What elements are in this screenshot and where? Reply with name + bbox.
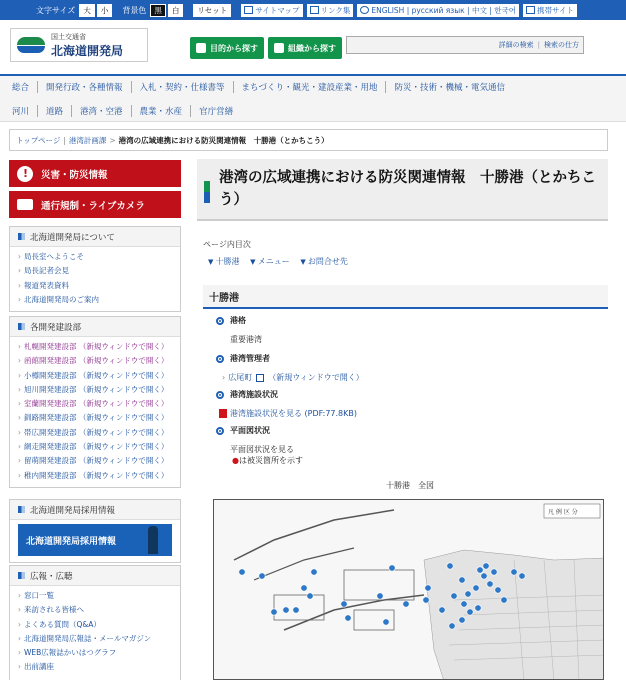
- branch-item[interactable]: › 旭川開発建設部 （新規ウィンドウで開く）: [18, 383, 172, 397]
- recruit-heading: 北海道開発局採用情報: [10, 500, 180, 520]
- bg-white-button[interactable]: 白: [168, 4, 184, 17]
- red-dot-icon: ●: [232, 456, 239, 465]
- facility-heading: 港湾施設状況: [216, 389, 278, 400]
- breadcrumb-parent[interactable]: 港湾計画課: [68, 135, 107, 145]
- logo-bureau: 北海道開発局: [51, 43, 124, 58]
- page-title-box: [197, 159, 608, 221]
- about-item[interactable]: › 報道発表資料: [18, 279, 172, 293]
- nav-town[interactable]: まちづくり・観光・建設産業・用地: [234, 81, 387, 93]
- toc-menu[interactable]: ▼ メニュー: [250, 257, 290, 266]
- search-howto-link[interactable]: 検索の仕方: [544, 41, 579, 49]
- heading-square-icon: [18, 323, 25, 330]
- page-toc: [208, 256, 356, 267]
- heading-square-icon: [18, 233, 25, 240]
- camera-icon: [17, 199, 33, 210]
- port-map-svg: [214, 500, 604, 680]
- toc-label: ページ内目次: [203, 240, 251, 249]
- branch-item[interactable]: › 函館開発建設部 （新規ウィンドウで開く）: [18, 354, 172, 368]
- branches-heading: 各開発建設部: [10, 317, 180, 337]
- branch-item[interactable]: › 札幌開発建設部 （新規ウィンドウで開く）: [18, 340, 172, 354]
- facility-pdf-link[interactable]: 港湾施設状況を見る (PDF:77.8KB): [219, 408, 357, 419]
- external-window-icon: [256, 374, 264, 382]
- search-by-org-button[interactable]: 組織から探す: [268, 37, 342, 59]
- site-logo[interactable]: [10, 28, 148, 62]
- mobile-site-link[interactable]: 携帯サイト: [523, 4, 577, 17]
- search-icon: [196, 43, 206, 53]
- section-heading: 十勝港: [203, 285, 608, 309]
- nav-port-airport[interactable]: 港湾・空港: [72, 105, 132, 117]
- bg-color-label: 背景色: [122, 5, 147, 15]
- disaster-info-button[interactable]: ! 災害・防災情報: [9, 160, 181, 187]
- plan-legend: ●は被災箇所を示す: [232, 456, 303, 465]
- recruit-banner[interactable]: 北海道開発局採用情報: [18, 524, 172, 556]
- breadcrumb-home[interactable]: トップページ: [16, 135, 61, 145]
- branch-item[interactable]: › 稚内開発建設部 （新規ウィンドウで開く）: [18, 469, 172, 483]
- about-heading: 北海道開発局について: [10, 227, 180, 247]
- pr-item[interactable]: › 出前講座: [18, 660, 172, 674]
- breadcrumb-current: 港湾の広域連携における防災関連情報 十勝港（とかちこう）: [118, 135, 329, 145]
- title-bar-icon: [204, 181, 210, 203]
- map-caption: 十勝港 全図: [386, 481, 434, 490]
- lang-russian[interactable]: русский язык: [411, 5, 465, 15]
- reset-button[interactable]: リセット: [193, 4, 231, 17]
- pr-heading: 広報・広聴: [10, 566, 180, 586]
- search-by-purpose-button[interactable]: 目的から探す: [190, 37, 264, 59]
- sitemap-icon: [244, 6, 253, 14]
- port-class-heading: 港格: [216, 315, 246, 326]
- statue-icon: [148, 526, 158, 554]
- about-item[interactable]: › 局長記者会見: [18, 264, 172, 278]
- language-selector[interactable]: ENGLISH | русский язык | 中文 | 한국어: [357, 4, 519, 17]
- traffic-camera-button[interactable]: 通行規制・ライブカメラ: [9, 191, 181, 218]
- category-nav: [0, 74, 626, 122]
- globe-icon: [360, 6, 369, 14]
- toc-port[interactable]: ▼ 十勝港: [208, 257, 240, 266]
- pr-item[interactable]: › 来訪される皆様へ: [18, 603, 172, 617]
- pr-box: [9, 565, 181, 680]
- alert-icon: !: [17, 166, 33, 182]
- sitemap-link[interactable]: サイトマップ: [241, 4, 302, 17]
- lang-korean[interactable]: 한국어: [494, 5, 517, 15]
- recruit-box: [9, 499, 181, 563]
- logo-mark-icon: [17, 35, 45, 55]
- pdf-icon: [219, 409, 227, 418]
- nav-road[interactable]: 道路: [38, 105, 72, 117]
- branches-box: [9, 316, 181, 488]
- links-link[interactable]: リンク集: [307, 4, 354, 17]
- link-icon: [310, 6, 319, 14]
- about-item[interactable]: › 局長室へようこそ: [18, 250, 172, 264]
- heading-square-icon: [18, 506, 25, 513]
- branch-item[interactable]: › 留萌開発建設部 （新規ウィンドウで開く）: [18, 454, 172, 468]
- nav-agri-fish[interactable]: 農業・水産: [132, 105, 192, 117]
- nav-building[interactable]: 官庁営繕: [199, 107, 234, 117]
- toc-contact[interactable]: ▼ お問合せ先: [300, 257, 348, 266]
- manager-link[interactable]: › 広尾町 （新規ウィンドウで開く）: [222, 373, 364, 382]
- logo-ministry: 国土交通省: [51, 32, 86, 41]
- pr-item[interactable]: › WEB広報誌かいはつグラフ: [18, 646, 172, 660]
- pr-item[interactable]: › よくある質問（Q&A）: [18, 618, 172, 632]
- font-size-small-button[interactable]: 小: [97, 4, 113, 17]
- lang-english[interactable]: ENGLISH: [371, 5, 405, 15]
- pr-item[interactable]: › 北海道開発局広報誌・メールマガジン: [18, 632, 172, 646]
- branch-item[interactable]: › 室蘭開発建設部 （新規ウィンドウで開く）: [18, 397, 172, 411]
- nav-disaster-tech[interactable]: 防災・技術・機械・電気通信: [394, 83, 505, 93]
- plan-heading: 平面図状況: [216, 425, 270, 436]
- nav-bid[interactable]: 入札・契約・仕様書等: [132, 81, 234, 93]
- branch-item[interactable]: › 小樽開発建設部 （新規ウィンドウで開く）: [18, 369, 172, 383]
- branch-item[interactable]: › 帯広開発建設部 （新規ウィンドウで開く）: [18, 426, 172, 440]
- utility-bar: [0, 0, 626, 20]
- bullet-icon: [216, 317, 224, 325]
- advanced-search-link[interactable]: 詳細の検索: [498, 41, 534, 49]
- breadcrumb: トップページ | 港湾計画課 > 港湾の広域連携における防災関連情報 十勝港（とかちこう）: [9, 129, 608, 151]
- branch-item[interactable]: › 網走開発建設部 （新規ウィンドウで開く）: [18, 440, 172, 454]
- bullet-icon: [216, 427, 224, 435]
- about-item[interactable]: › 北海道開発局のご案内: [18, 293, 172, 307]
- bullet-icon: [216, 391, 224, 399]
- lang-chinese[interactable]: 中文: [471, 5, 487, 15]
- site-header: [0, 20, 626, 70]
- bg-black-button[interactable]: 黒: [150, 4, 166, 17]
- nav-river[interactable]: 河川: [8, 105, 38, 117]
- pr-item[interactable]: › 窓口一覧: [18, 589, 172, 603]
- nav-admin[interactable]: 開発行政・各種情報: [38, 81, 132, 93]
- manager-heading: 港湾管理者: [216, 353, 270, 364]
- port-map[interactable]: [213, 499, 604, 680]
- about-box: [9, 226, 181, 312]
- font-size-label: 文字サイズ: [36, 5, 76, 15]
- bullet-icon: [216, 355, 224, 363]
- nav-general[interactable]: 総合: [8, 81, 38, 93]
- page-title: 港湾の広域連携における防災関連情報 十勝港（とかちこう）: [219, 170, 596, 208]
- port-class-value: 重要港湾: [230, 335, 262, 344]
- plan-text: 平面図状況を見る: [230, 445, 294, 454]
- mobile-icon: [526, 6, 535, 14]
- map-legend-title: 凡 例 区 分: [548, 509, 578, 516]
- font-size-large-button[interactable]: 大: [79, 4, 95, 17]
- org-icon: [274, 43, 284, 53]
- site-search[interactable]: 詳細の検索 | 検索の仕方: [346, 36, 584, 54]
- heading-square-icon: [18, 572, 25, 579]
- branch-item[interactable]: › 釧路開発建設部 （新規ウィンドウで開く）: [18, 411, 172, 425]
